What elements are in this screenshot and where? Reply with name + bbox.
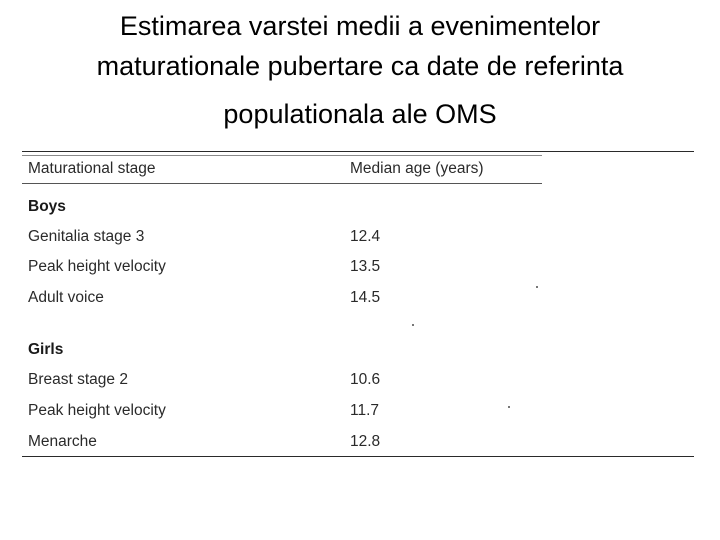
table-row-stage: Adult voice <box>28 289 104 306</box>
table-top-rule <box>22 151 694 152</box>
table-row-age: 13.5 <box>350 258 381 275</box>
table-row-age: 11.7 <box>350 402 380 419</box>
table-row-stage: Peak height velocity <box>28 258 166 275</box>
scan-speck <box>536 286 538 288</box>
header-rule <box>22 183 542 184</box>
table-row-stage: Genitalia stage 3 <box>28 228 145 245</box>
reference-table <box>22 150 694 470</box>
title-line-3: populationala ale OMS <box>223 99 497 129</box>
table-row-stage: Peak height velocity <box>28 402 166 419</box>
table-top-rule-thin <box>22 155 542 156</box>
title-line-2: maturationale pubertare ca date de referinta <box>96 51 624 81</box>
header-maturational-stage: Maturational stage <box>28 160 156 177</box>
group-label-boys: Boys <box>28 198 66 215</box>
slide-title <box>0 6 720 134</box>
table-row-age: 12.8 <box>350 433 381 450</box>
group-label-girls: Girls <box>28 341 64 358</box>
header-median-age: Median age (years) <box>350 160 484 177</box>
table-row-age: 10.6 <box>350 371 381 388</box>
title-line-1: Estimarea varstei medii a evenimentelor <box>119 11 601 41</box>
scan-speck <box>412 324 414 326</box>
table-row-age: 14.5 <box>350 289 381 306</box>
table-row-stage: Menarche <box>28 433 97 450</box>
table-bottom-rule <box>22 456 694 457</box>
table-row-age: 12.4 <box>350 228 381 245</box>
scan-speck <box>508 406 510 408</box>
table-row-stage: Breast stage 2 <box>28 371 128 388</box>
